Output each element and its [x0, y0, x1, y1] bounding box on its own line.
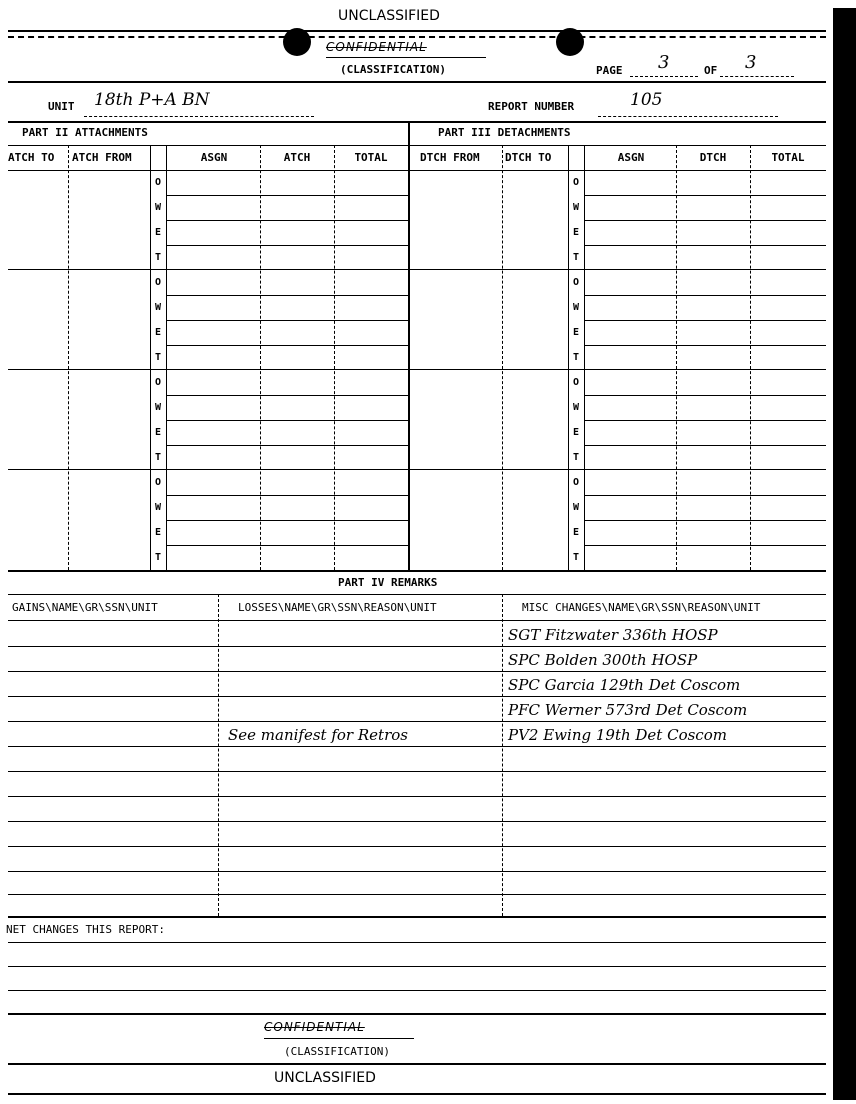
row-line: [584, 345, 826, 346]
misc-entry: PV2 Ewing 19th Det Coscom: [508, 726, 727, 744]
net-changes-bottom: [8, 1013, 826, 1015]
page-total-line: [720, 76, 794, 77]
row-line: [166, 420, 408, 421]
row-line: [584, 495, 826, 496]
owet-w: W: [154, 502, 162, 513]
remarks-row-line: [8, 846, 826, 847]
remarks-row-line: [8, 796, 826, 797]
owet-t: T: [154, 552, 162, 563]
part4-col-losses: LOSSES\NAME\GR\SSN\REASON\UNIT: [238, 601, 437, 614]
row-line: [584, 320, 826, 321]
net-row-line: [8, 990, 826, 991]
parts-divider: [8, 121, 826, 123]
owet-o: O: [572, 377, 580, 388]
losses-entry: See manifest for Retros: [228, 726, 408, 744]
part2-col-atch-from: ATCH FROM: [72, 151, 132, 164]
owet-e: E: [572, 427, 580, 438]
scan-edge-bar: [833, 8, 856, 1100]
net-changes-label: NET CHANGES THIS REPORT:: [6, 923, 165, 936]
part3-col-total: TOTAL: [771, 151, 805, 164]
owet-e: E: [154, 527, 162, 538]
part4-title-divider: [8, 594, 826, 595]
part4-losses-misc-divider: [502, 594, 503, 916]
misc-entry: SPC Bolden 300th HOSP: [508, 651, 698, 669]
punch-hole-right: [556, 28, 584, 56]
part3-dtch-from-divider: [502, 145, 503, 570]
part4-col-gains: GAINS\NAME\GR\SSN\UNIT: [12, 601, 158, 614]
owet-o: O: [154, 177, 162, 188]
owet-t: T: [572, 452, 580, 463]
classification-struck-bottom: CONFIDENTIAL: [264, 1020, 365, 1034]
row-line: [584, 195, 826, 196]
part2-col-asgn: ASGN: [200, 151, 228, 164]
part3-col-dtch: DTCH: [699, 151, 727, 164]
row-line: [584, 245, 826, 246]
row-line: [584, 295, 826, 296]
part2-col-total: TOTAL: [354, 151, 388, 164]
part4-title: PART IV REMARKS: [338, 576, 438, 589]
page-number-line: [630, 76, 698, 77]
owet-t: T: [572, 352, 580, 363]
report-number-line: [598, 116, 778, 117]
owet-e: E: [154, 427, 162, 438]
remarks-row-line: [8, 894, 826, 895]
owet-w: W: [572, 302, 580, 313]
part2-atch-divider: [334, 145, 335, 570]
misc-entry: SGT Fitzwater 336th HOSP: [508, 626, 718, 644]
bottom-border: [8, 1063, 826, 1065]
part3-dtch-divider: [750, 145, 751, 570]
part2-title: PART II ATTACHMENTS: [22, 126, 148, 139]
misc-entry: SPC Garcia 129th Det Coscom: [508, 676, 741, 694]
owet-t: T: [154, 252, 162, 263]
row-line: [584, 445, 826, 446]
part2-part3-divider: [408, 121, 410, 570]
owet-t: T: [572, 552, 580, 563]
owet-w: W: [572, 202, 580, 213]
row-line: [166, 345, 408, 346]
owet-w: W: [154, 402, 162, 413]
owet-w: W: [154, 202, 162, 213]
part2-atch-to-divider: [68, 145, 69, 570]
owet-o: O: [154, 477, 162, 488]
row-line: [166, 395, 408, 396]
row-line: [584, 220, 826, 221]
top-border-dashed: [8, 36, 826, 38]
owet-e: E: [154, 227, 162, 238]
row-line: [166, 195, 408, 196]
owet-o: O: [572, 277, 580, 288]
group-divider-3: [8, 469, 826, 470]
report-number-label: REPORT NUMBER: [488, 100, 575, 113]
owet-o: O: [154, 377, 162, 388]
row-line: [166, 520, 408, 521]
page-label: PAGE: [596, 64, 623, 77]
row-line: [584, 520, 826, 521]
row-line: [166, 295, 408, 296]
page-number: 3: [658, 52, 670, 73]
unit-line: [84, 116, 314, 117]
net-row-line: [8, 942, 826, 943]
remarks-row-line: [8, 746, 826, 747]
part3-owet-right: [584, 145, 585, 570]
part4-header-bottom: [8, 620, 826, 621]
part3-col-dtch-from: DTCH FROM: [420, 151, 480, 164]
classification-label-bottom: (CLASSIFICATION): [284, 1045, 390, 1058]
unit-label: UNIT: [48, 100, 75, 113]
remarks-bottom-border: [8, 916, 826, 918]
remarks-row-line: [8, 771, 826, 772]
owet-w: W: [572, 502, 580, 513]
row-line: [166, 220, 408, 221]
owet-o: O: [572, 477, 580, 488]
remarks-row-line: [8, 821, 826, 822]
owet-t: T: [572, 252, 580, 263]
group-divider-1: [8, 269, 826, 270]
top-border: [8, 30, 826, 32]
owet-o: O: [154, 277, 162, 288]
part3-col-dtch-to: DTCH TO: [505, 151, 552, 164]
part3-title: PART III DETACHMENTS: [438, 126, 571, 139]
column-header-top: [8, 145, 826, 146]
bottom-unclassified-marking: UNCLASSIFIED: [274, 1070, 376, 1086]
report-number-value: 105: [630, 90, 663, 110]
part2-col-atch-to: ATCH TO: [8, 151, 55, 164]
row-line: [166, 445, 408, 446]
header-divider: [8, 81, 826, 83]
part4-top-border: [8, 570, 826, 572]
part3-asgn-divider: [676, 145, 677, 570]
row-line: [166, 320, 408, 321]
row-line: [584, 395, 826, 396]
owet-e: E: [572, 527, 580, 538]
row-line: [584, 545, 826, 546]
classification-underline-bottom: [264, 1038, 414, 1039]
remarks-row-line: [8, 871, 826, 872]
classification-label-top: (CLASSIFICATION): [340, 63, 446, 76]
row-line: [166, 545, 408, 546]
page-total: 3: [745, 52, 757, 73]
of-label: OF: [704, 64, 718, 77]
owet-w: W: [154, 302, 162, 313]
unit-value: 18th P+A BN: [94, 90, 210, 110]
punch-hole-left: [283, 28, 311, 56]
top-unclassified-marking: UNCLASSIFIED: [338, 8, 440, 24]
part2-col-atch: ATCH: [283, 151, 311, 164]
part2-owet-left: [150, 145, 151, 570]
row-line: [166, 245, 408, 246]
row-line: [584, 420, 826, 421]
remarks-row-line: [8, 646, 826, 647]
part2-owet-right: [166, 145, 167, 570]
remarks-row-line: [8, 721, 826, 722]
owet-w: W: [572, 402, 580, 413]
owet-e: E: [572, 327, 580, 338]
owet-t: T: [154, 352, 162, 363]
net-row-line: [8, 966, 826, 967]
owet-o: O: [572, 177, 580, 188]
column-header-bottom: [8, 170, 826, 171]
owet-t: T: [154, 452, 162, 463]
page-bottom-edge: [8, 1093, 826, 1095]
classification-underline: [326, 57, 486, 58]
row-line: [166, 495, 408, 496]
part3-col-asgn: ASGN: [617, 151, 645, 164]
part4-col-misc: MISC CHANGES\NAME\GR\SSN\REASON\UNIT: [522, 601, 761, 614]
misc-entry: PFC Werner 573rd Det Coscom: [508, 701, 748, 719]
remarks-row-line: [8, 696, 826, 697]
owet-e: E: [572, 227, 580, 238]
remarks-row-line: [8, 671, 826, 672]
classification-struck-top: CONFIDENTIAL: [326, 40, 427, 54]
part3-owet-left: [568, 145, 569, 570]
part2-asgn-divider: [260, 145, 261, 570]
part4-gains-losses-divider: [218, 594, 219, 916]
group-divider-2: [8, 369, 826, 370]
owet-e: E: [154, 327, 162, 338]
